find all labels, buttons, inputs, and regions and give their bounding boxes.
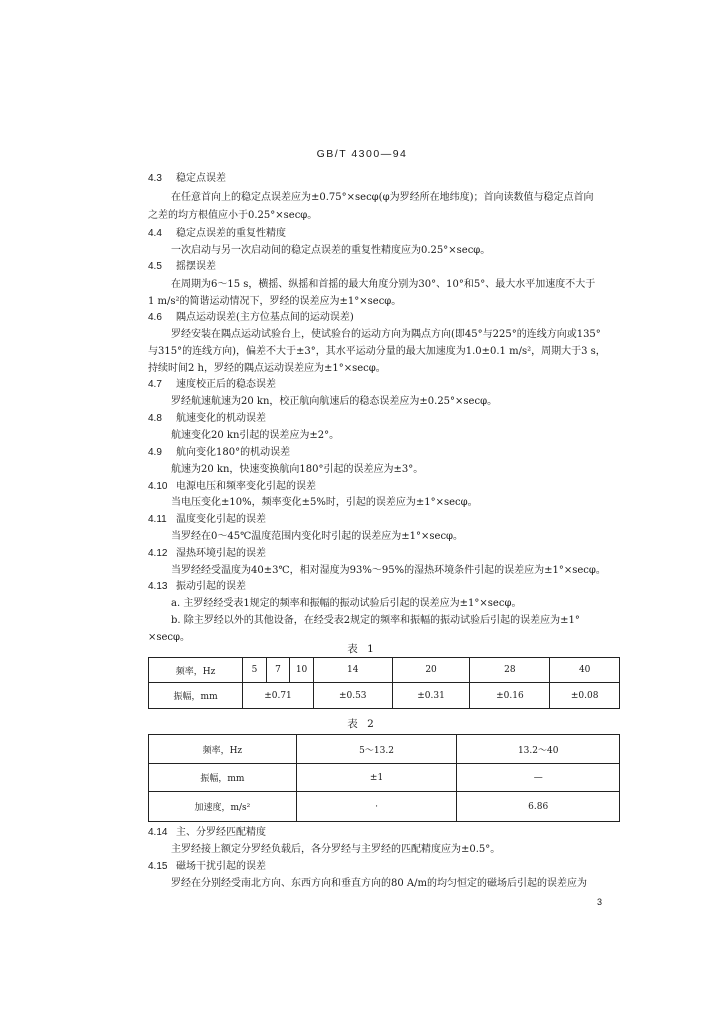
table-header-cell: 振幅，mm: [149, 683, 243, 709]
table-header-cell: 频率，Hz: [149, 735, 297, 764]
section-heading: 4.4 稳定点误差的重复性精度: [148, 228, 286, 239]
table-cell: 20: [392, 658, 470, 683]
section-heading: 4.13 振动引起的误差: [148, 581, 246, 592]
body-text: 当罗经在0～45℃温度范围内变化时引起的误差应为±1°×secφ。: [171, 531, 464, 542]
table-cell: 5～13.2: [296, 735, 457, 764]
table-cell: 7: [266, 658, 290, 683]
table-cell: ±1: [296, 764, 457, 792]
body-text: 罗经航速航速为20 kn，校正航向航速后的稳态误差应为±0.25°×secφ。: [171, 396, 498, 407]
table-header-cell: 振幅，mm: [149, 764, 297, 792]
table-header-cell: 加速度，m/s²: [149, 792, 297, 822]
body-text: 1 m/s²的简谐运动情况下，罗经的误差应为±1°×secφ。: [148, 296, 402, 307]
body-text: 航速变化20 kn引起的误差应为±2°。: [171, 430, 340, 441]
section-heading: 4.10 电源电压和频率变化引起的误差: [148, 481, 316, 492]
body-text: 持续时间2 h，罗经的隅点运动误差应为±1°×secφ。: [148, 363, 386, 374]
table-cell: ·: [296, 792, 457, 822]
vibration-table-2: [148, 734, 620, 822]
section-heading: 4.8 航速变化的机动误差: [148, 413, 266, 424]
body-text: 在周期为6～15 s，横摇、纵摇和首摇的最大角度分别为30°、10°和5°、最大水平加速度不大于: [171, 279, 596, 290]
body-text: 航速为20 kn，快速变换航向180°引起的误差应为±3°。: [171, 464, 424, 475]
table-cell: 28: [470, 658, 550, 683]
section-heading: 4.15 磁场干扰引起的误差: [148, 861, 266, 872]
section-heading: 4.11 温度变化引起的误差: [148, 514, 266, 525]
section-heading: 4.7 速度校正后的稳态误差: [148, 379, 276, 390]
body-text: 罗经安装在隅点运动试验台上，使试验台的运动方向为隅点方向(即45°与225°的连线方向或135°: [171, 329, 601, 340]
table-cell: ±0.08: [550, 683, 620, 709]
section-heading: 4.12 湿热环境引起的误差: [148, 548, 266, 559]
table-cell: ±0.31: [392, 683, 470, 709]
section-heading: 4.5 摇摆误差: [148, 261, 216, 272]
body-text: 之差的均方根值应小于0.25°×secφ。: [148, 210, 318, 221]
table-cell: 40: [550, 658, 620, 683]
table-header-cell: 频率，Hz: [149, 658, 243, 683]
body-text: 在任意首向上的稳定点误差应为±0.75°×secφ(φ为罗经所在地纬度)；首向读数值与稳定点首向: [171, 192, 594, 203]
table-cell: 5: [243, 658, 267, 683]
table-cell: —: [457, 764, 620, 792]
body-text: 与315°的连线方向)，偏差不大于±3°，其水平运动分量的最大加速度为1.0±0.1 m/s²，周期大于3 s，: [148, 346, 606, 357]
list-item: b. 除主罗经以外的其他设备，在经受表2规定的频率和振幅的振动试验后引起的误差应为±1°: [171, 615, 580, 626]
standard-header: GB/T 4300—94: [316, 148, 408, 160]
table-caption: 表 2: [347, 718, 377, 730]
vibration-table-1: [148, 657, 620, 709]
page-number: 3: [597, 897, 603, 907]
section-heading: 4.6 隅点运动误差(主方位基点间的运动误差): [148, 312, 354, 323]
table-cell: ±0.71: [243, 683, 314, 709]
section-heading: 4.3 稳定点误差: [148, 173, 226, 184]
body-text: 一次启动与另一次启动间的稳定点误差的重复性精度应为0.25°×secφ。: [171, 245, 491, 256]
list-item: a. 主罗经经受表1规定的频率和振幅的振动试验后引起的误差应为±1°×secφ。: [171, 598, 522, 609]
body-text: 主罗经接上额定分罗经负载后，各分罗经与主罗经的匹配精度应为±0.5°。: [171, 844, 501, 855]
section-heading: 4.14 主、分罗经匹配精度: [148, 827, 266, 838]
table-cell: 14: [313, 658, 392, 683]
section-heading: 4.9 航向变化180°的机动误差: [148, 447, 291, 458]
body-text: 当罗经经受温度为40±3℃，相对湿度为93%～95%的湿热环境条件引起的误差应为±1°×secφ。: [171, 565, 606, 576]
table-cell: 10: [290, 658, 314, 683]
body-text: 当电压变化±10%，频率变化±5%时，引起的误差应为±1°×secφ。: [171, 497, 478, 508]
table-cell: ±0.16: [470, 683, 550, 709]
table-cell: 6.86: [457, 792, 620, 822]
table-cell: ±0.53: [313, 683, 392, 709]
table-cell: 13.2～40: [457, 735, 620, 764]
body-text: 罗经在分别经受南北方向、东西方向和垂直方向的80 A/m的均匀恒定的磁场后引起的误差应为: [171, 878, 587, 889]
body-text: ×secφ。: [148, 632, 191, 643]
table-caption: 表 1: [347, 643, 377, 655]
